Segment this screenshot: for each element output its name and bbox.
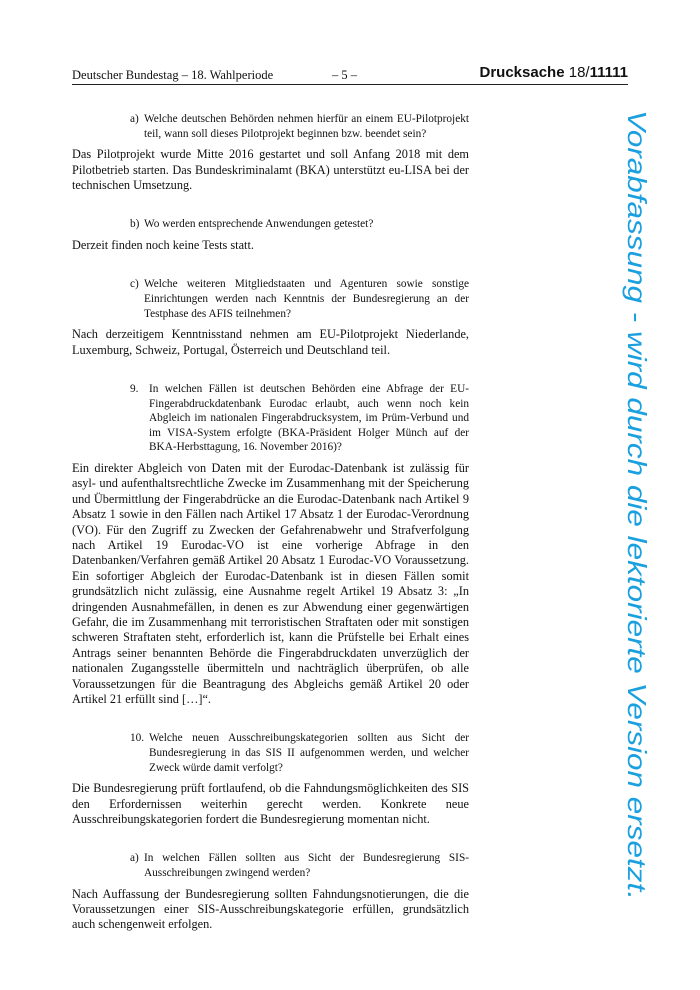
question-label: c) <box>130 278 139 291</box>
question-9-eurodac <box>130 382 469 455</box>
header-doc-label: Drucksache <box>479 64 565 81</box>
answer-a-pilot: Das Pilotprojekt wurde Mitte 2016 gestartet und soll Anfang 2018 mit dem Pilotbetrieb starten. Das Bundeskriminalamt (BKA) unterstützt eu-LISA bei der technischen Umsetzung. <box>72 147 469 192</box>
question-label: 9. <box>130 383 139 395</box>
header-document-number <box>480 64 629 81</box>
question-text: In welchen Fällen ist deutschen Behörden eine Abfrage der EU-Fingerabdruckdatenbank Eurodac erlaubt, auch wenn noch kein Abgleich im nationalen Fingerabdrucksystem, im Prüm-Verbund und im VISA-System erfolgte (BKA-Präsident Holger Münch auf der BKA-Herbsttagung, 16. November 2016)? <box>149 383 469 454</box>
page-header <box>72 64 628 84</box>
draft-watermark <box>600 110 680 910</box>
answer-a-sis-mandatory: Nach Auffassung der Bundesregierung sollten Fahndungsnotierungen, die die Voraussetzungen einer SIS-Ausschreibungskategorie erfüllen, grundsätzlich auch schengenweit erfolgen. <box>72 886 469 932</box>
question-label: a) <box>130 852 139 865</box>
question-label: 10. <box>130 732 145 745</box>
header-doc-num: 11111 <box>589 64 628 81</box>
header-parliament: Deutscher Bundestag – 18. Wahlperiode <box>72 68 274 82</box>
question-text: Welche weiteren Mitgliedstaaten und Agenturen sowie sonstige Einrichtungen werden nach Kenntnis der Bundesregierung an der Testphase des AFIS teilnehmen? <box>144 278 469 320</box>
question-10-sis <box>130 731 469 775</box>
answer-c-members: Nach derzeitigem Kenntnisstand nehmen am EU-Pilotprojekt Niederlande, Luxemburg, Schweiz, Portugal, Österreich und Deutschland teil. <box>72 327 469 357</box>
header-rule <box>72 84 628 85</box>
answer-10-sis: Die Bundesregierung prüft fortlaufend, ob die Fahndungsmöglichkeiten des SIS den Erfordernissen weiterhin gerecht werden. Konkrete neue Ausschreibungskategorien fordert die Bundesregierung momentan nicht. <box>72 781 469 827</box>
question-text: Welche deutschen Behörden nehmen hierfür an einem EU-Pilotprojekt teil, wann soll dieses Pilotprojekt beginnen bzw. beendet sein? <box>144 113 469 140</box>
question-b-tests <box>130 217 469 232</box>
question-text: Wo werden entsprechende Anwendungen getestet? <box>144 218 374 231</box>
question-label: b) <box>130 218 140 231</box>
header-doc-num-prefix: 18/ <box>568 64 590 81</box>
question-c-members <box>130 277 469 321</box>
header-page-number: – 5 – <box>332 68 357 82</box>
question-text: Welche neuen Ausschreibungskategorien sollten aus Sicht der Bundesregierung in das SIS II aufgenommen werden, und welcher Zweck würde damit verfolgt? <box>149 732 469 774</box>
watermark-text: Vorabfassung - wird durch die lektorierte Version ersetzt. <box>622 110 652 763</box>
document-body <box>72 112 469 933</box>
answer-b-tests: Derzeit finden noch keine Tests statt. <box>72 238 254 252</box>
question-label: a) <box>130 113 139 125</box>
question-a-sis-mandatory <box>130 851 469 880</box>
answer-9-eurodac: Ein direkter Abgleich von Daten mit der Eurodac-Datenbank ist zulässig für asyl- und aufenthaltsrechtliche Zwecke im Zusammenhang mit der Speicherung und Übermittlung der Fingerabdrücke an die Eurodac-Datenbank nach Artikel 9 Absatz 1 sowie in den Fällen nach Artikel 17 Absatz 1 der Eurodac-Verordnung (VO). Für den Zugriff zu Zwecken der Gefahrenabwehr und Strafverfolgung nach Artikel 19 Eurodac-VO ist eine vorherige Abfrage in den Datenbanken/Verfahren gemäß Artikel 20 Absatz 1 Eurodac-VO Voraussetzung. Ein sofortiger Abgleich der Eurodac-Datenbank ist in diesen Fällen somit grundsätzlich nicht zulässig, eine Ausnahme regelt Artikel 19 Absatz 3: „In dringenden Ausnahmefällen, in denen es zur Abwendung einer gegenwärtigen Gefahr, die im Zusammenhang mit terroristischen Straftaten oder mit sonstigen schweren Straftaten steht, erforderlich ist, kann die Prüfstelle bei Erhalt eines Antrags seiner benannten Behörde die Fingerabdruckdaten unverzüglich der nationalen Zugangsstelle übermitteln und nachträglich überprüfen, ob alle Voraussetzungen für die Beantragung des Abgleichs gemäß Artikel 20 oder Artikel 21 erfüllt sind […]“. <box>72 460 469 707</box>
question-text: In welchen Fällen sollten aus Sicht der Bundesregierung SIS-Ausschreibungen zwingend werden? <box>144 852 469 880</box>
question-a-pilot <box>130 112 469 141</box>
